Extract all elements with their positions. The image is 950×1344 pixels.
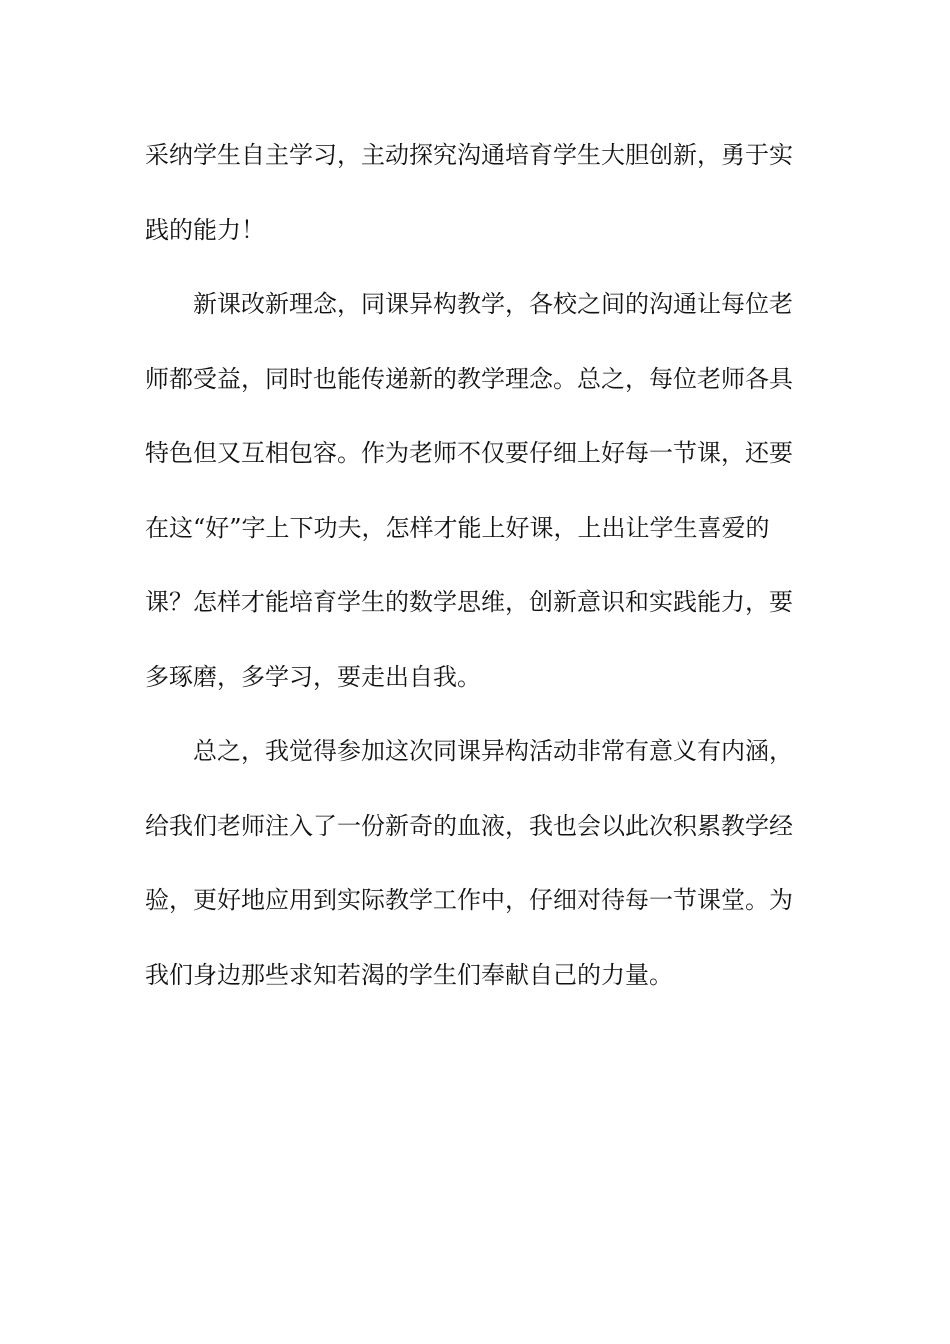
- text-line: 给我们老师注入了一份新奇的血液，我也会以此次积累教学经: [145, 811, 793, 840]
- text-line: 多琢磨，多学习，要走出自我。: [145, 662, 481, 691]
- text-line: 师都受益，同时也能传递新的教学理念。总之，每位老师各具: [145, 364, 793, 393]
- text-line: 我们身边那些求知若渴的学生们奉献自己的力量。: [145, 960, 673, 989]
- paragraph-first-line: 总之，我觉得参加这次同课异构活动非常有意义有内涵，: [193, 737, 793, 765]
- text-line: 课？怎样才能培育学生的数学思维，创新意识和实践能力，要: [145, 588, 793, 616]
- text-line: 在这“好”字上下功夫，怎样才能上好课，上出让学生喜爱的: [145, 513, 770, 542]
- text-line: 特色但又互相包容。作为老师不仅要仔细上好每一节课，还要: [145, 439, 793, 467]
- text-line: 践的能力！: [145, 215, 265, 244]
- text-line: 采纳学生自主学习，主动探究沟通培育学生大胆创新，勇于实: [145, 141, 793, 169]
- paragraph-first-line: 新课改新理念，同课异构教学，各校之间的沟通让每位老: [193, 290, 793, 318]
- body-text: [145, 118, 805, 1012]
- text-line: 验，更好地应用到实际教学工作中，仔细对待每一节课堂。为: [145, 886, 793, 914]
